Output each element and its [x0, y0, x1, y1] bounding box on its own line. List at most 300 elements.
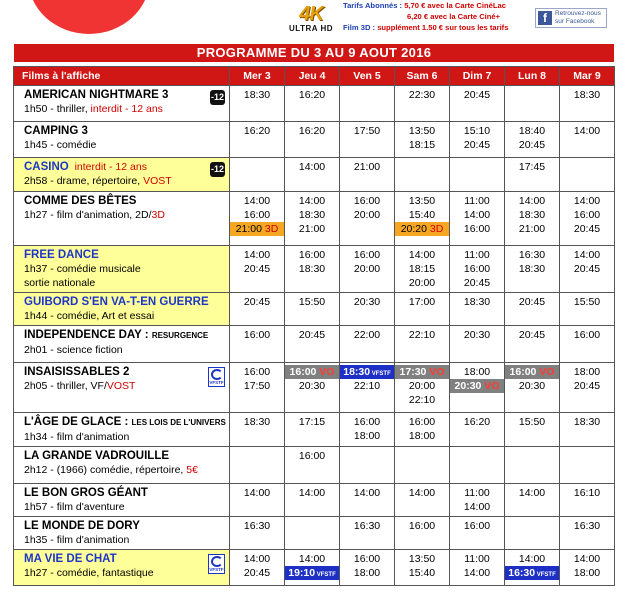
showtime[interactable]: [450, 88, 504, 102]
showtime[interactable]: [505, 295, 559, 309]
showtime[interactable]: [395, 393, 449, 407]
showtime-cell: [560, 447, 615, 484]
showtime-time: 14:00: [243, 553, 271, 565]
showtime[interactable]: [450, 194, 504, 208]
showtime-cell: [505, 550, 560, 586]
showtime-time: 16:00: [243, 366, 271, 378]
film-title-text: L'ÂGE DE GLACE :: [24, 416, 132, 428]
showtime[interactable]: [230, 328, 284, 342]
showtime-time: 20:30: [353, 296, 381, 308]
showtime-cell: [340, 326, 395, 363]
showtime[interactable]: [560, 124, 614, 138]
showtime-time: 20:30: [298, 380, 326, 392]
showtime[interactable]: [230, 519, 284, 533]
showtime[interactable]: [340, 194, 394, 208]
film-cell[interactable]: [14, 484, 230, 517]
programme-banner: PROGRAMME DU 3 AU 9 AOUT 2016: [14, 44, 614, 62]
film-info: [24, 463, 226, 477]
showtime-cell: [285, 447, 340, 484]
showtime-time: 17:30: [399, 366, 427, 378]
film-info: [24, 138, 226, 152]
showtime-time: 14:00: [243, 195, 271, 207]
showtime-time: 15:40: [408, 209, 436, 221]
table-row: [14, 86, 615, 122]
showtime-cell: [230, 550, 285, 586]
showtime-cell: [285, 550, 340, 586]
film-info-text: 2h01 - science fiction: [24, 344, 123, 356]
showtime[interactable]: [395, 519, 449, 533]
showtime-time: 14:00: [573, 249, 601, 261]
film-cell[interactable]: [14, 86, 230, 122]
showtime[interactable]: [450, 486, 504, 500]
film-title-text: CAMPING 3: [24, 125, 88, 137]
showtime[interactable]: [560, 328, 614, 342]
showtime[interactable]: [560, 519, 614, 533]
showtime[interactable]: [340, 328, 394, 342]
showtime[interactable]: [450, 328, 504, 342]
showtime-cell: [560, 484, 615, 517]
showtime-time: 22:00: [353, 329, 381, 341]
showtime[interactable]: [450, 500, 504, 514]
showtime-time: 16:00: [408, 416, 436, 428]
showtime-cell: [285, 158, 340, 192]
showtime-time: 18:00: [408, 430, 436, 442]
badge-label: VFSTF: [209, 380, 224, 385]
showtime[interactable]: [560, 365, 614, 379]
showtime[interactable]: [230, 124, 284, 138]
showtime[interactable]: [560, 88, 614, 102]
showtime-time: 13:50: [408, 195, 436, 207]
film-info: [24, 566, 226, 580]
showtime-time: 18:15: [408, 263, 436, 275]
showtime[interactable]: [340, 365, 394, 379]
showtime-time: 20:45: [243, 296, 271, 308]
showtime[interactable]: [285, 328, 339, 342]
showtime-cell: [340, 293, 395, 326]
table-row: [14, 293, 615, 326]
showtime[interactable]: [340, 160, 394, 174]
film-info-text: 1h57 - film d'aventure: [24, 501, 125, 513]
showtime[interactable]: [395, 262, 449, 276]
showtime[interactable]: [395, 124, 449, 138]
showtime-time: 20:00: [408, 380, 436, 392]
age-12-badge-icon: -12: [210, 90, 225, 105]
age-warning: interdit - 12 ans: [90, 103, 163, 115]
table-header-row: [14, 67, 615, 86]
showtime[interactable]: [395, 276, 449, 290]
showtime-time: 16:00: [298, 249, 326, 261]
film-title-text: COMME DES BÊTES: [24, 195, 137, 207]
showtime[interactable]: [505, 566, 559, 580]
showtime[interactable]: [285, 365, 339, 379]
showtime[interactable]: [285, 194, 339, 208]
showtime[interactable]: [395, 365, 449, 379]
showtime[interactable]: [450, 379, 504, 393]
showtime[interactable]: [230, 194, 284, 208]
showtime[interactable]: [395, 248, 449, 262]
showtime-cell: [285, 192, 340, 246]
facebook-icon: f: [538, 11, 552, 25]
schedule-table: [13, 66, 615, 586]
showtime[interactable]: [230, 295, 284, 309]
showtime-time: 14:00: [518, 487, 546, 499]
showtime-cell: [395, 363, 450, 413]
film-cell[interactable]: [14, 447, 230, 484]
showtime[interactable]: [230, 208, 284, 222]
showtime[interactable]: [450, 365, 504, 379]
showtime[interactable]: [395, 429, 449, 443]
showtime[interactable]: [450, 208, 504, 222]
badge-label: VFSTF: [209, 567, 224, 572]
showtime-cell: [450, 363, 505, 413]
film-title: [24, 328, 226, 343]
showtime[interactable]: [340, 429, 394, 443]
showtime-cell: [230, 484, 285, 517]
showtime[interactable]: [285, 222, 339, 236]
showtime-cell: [505, 517, 560, 550]
showtime[interactable]: [230, 222, 284, 236]
showtime[interactable]: [450, 552, 504, 566]
showtime[interactable]: [395, 194, 449, 208]
film-info-highlight: VOST: [106, 380, 136, 392]
tarif-line2: 6,20 € avec la Carte Ciné+: [407, 12, 501, 21]
showtime-cell: [505, 484, 560, 517]
showtime-time: 15:40: [408, 567, 436, 579]
table-row: [14, 246, 615, 293]
showtime[interactable]: [395, 88, 449, 102]
showtime[interactable]: [505, 486, 559, 500]
showtime[interactable]: [505, 365, 559, 379]
showtime-time: 22:30: [408, 89, 436, 101]
showtime[interactable]: [230, 248, 284, 262]
showtime[interactable]: [560, 208, 614, 222]
showtime-time: 18:15: [408, 139, 436, 151]
showtime[interactable]: [450, 138, 504, 152]
showtime[interactable]: [230, 415, 284, 429]
showtime-time: 16:00: [463, 223, 491, 235]
day-header: Lun 8: [505, 67, 560, 86]
showtime-time: 20:00: [408, 277, 436, 289]
showtime-time: 18:30: [573, 89, 601, 101]
showtime[interactable]: [505, 415, 559, 429]
showtime-cell: [285, 86, 340, 122]
showtime[interactable]: [395, 222, 449, 236]
showtime-3d-tag: 3D: [426, 223, 444, 235]
showtime[interactable]: [450, 295, 504, 309]
showtime[interactable]: [450, 415, 504, 429]
table-row: [14, 484, 615, 517]
showtime[interactable]: [450, 222, 504, 236]
showtime-time: 17:45: [518, 161, 546, 173]
showtime[interactable]: [560, 566, 614, 580]
showtime[interactable]: [340, 295, 394, 309]
showtime[interactable]: [505, 160, 559, 174]
showtime[interactable]: [285, 449, 339, 463]
showtime[interactable]: [340, 415, 394, 429]
subtitles-hearing-badge-icon: [208, 554, 225, 574]
showtime-cell: [285, 484, 340, 517]
showtime[interactable]: [560, 222, 614, 236]
showtime[interactable]: [450, 124, 504, 138]
showtime[interactable]: [340, 552, 394, 566]
film-cell[interactable]: [14, 122, 230, 158]
showtime[interactable]: [505, 248, 559, 262]
showtime[interactable]: [505, 194, 559, 208]
showtime[interactable]: [560, 415, 614, 429]
showtime-time: 18:30: [518, 209, 546, 221]
showtime[interactable]: [395, 566, 449, 580]
showtime[interactable]: [560, 379, 614, 393]
film-cell[interactable]: [14, 246, 230, 293]
film-cell[interactable]: [14, 413, 230, 447]
table-row: [14, 517, 615, 550]
showtime[interactable]: [505, 552, 559, 566]
red-circle-logo: [28, 0, 150, 34]
showtime[interactable]: [560, 552, 614, 566]
showtime-time: 21:00: [353, 161, 381, 173]
showtime[interactable]: [340, 566, 394, 580]
showtime[interactable]: [395, 328, 449, 342]
showtime[interactable]: [230, 262, 284, 276]
showtime[interactable]: [285, 552, 339, 566]
showtime-cell: [230, 326, 285, 363]
film-title-subtitle: LES LOIS DE L'UNIVERS: [131, 418, 226, 427]
film-cell[interactable]: [14, 550, 230, 586]
showtime[interactable]: [230, 486, 284, 500]
film-cell[interactable]: [14, 517, 230, 550]
showtime-time: 11:00: [464, 487, 490, 499]
showtime[interactable]: [285, 295, 339, 309]
showtime-cell: [285, 246, 340, 293]
showtime-time: 14:00: [408, 487, 436, 499]
showtime-time: 16:00: [463, 263, 491, 275]
showtime-cell: [450, 517, 505, 550]
showtime-cell: [340, 413, 395, 447]
showtime[interactable]: [285, 160, 339, 174]
age-warning: interdit - 12 ans: [68, 161, 147, 173]
showtime[interactable]: [395, 415, 449, 429]
showtime-cell: [450, 484, 505, 517]
showtime-time: 16:00: [353, 249, 381, 261]
showtime[interactable]: [285, 415, 339, 429]
films-column-header: Films à l'affiche: [14, 67, 230, 86]
day-header: Jeu 4: [285, 67, 340, 86]
showtime-time: 13:50: [408, 125, 436, 137]
showtime[interactable]: [285, 88, 339, 102]
showtime-time: 18:30: [298, 263, 326, 275]
showtime[interactable]: [285, 379, 339, 393]
film-info: [24, 500, 226, 514]
showtime-time: 14:00: [298, 195, 326, 207]
showtime[interactable]: [285, 248, 339, 262]
showtime[interactable]: [340, 124, 394, 138]
showtime-time: 15:10: [463, 125, 491, 137]
showtime-time: 16:00: [353, 416, 381, 428]
film-info: [24, 174, 226, 188]
table-row: [14, 122, 615, 158]
showtime-cell: [340, 484, 395, 517]
showtime-cell: [395, 550, 450, 586]
film-cell[interactable]: [14, 158, 230, 192]
showtime-time: 14:00: [573, 553, 601, 565]
showtime-time: 16:00: [298, 450, 326, 462]
showtime-cell: [340, 517, 395, 550]
film-info-text: 1h44 - comédie, Art et essai: [24, 310, 155, 322]
film-title: [24, 248, 226, 262]
showtime-time: 20:45: [463, 139, 491, 151]
showtime-time: 16:00: [289, 366, 317, 378]
showtime-time: 14:00: [243, 249, 271, 261]
film-cell[interactable]: [14, 326, 230, 363]
showtime[interactable]: [230, 552, 284, 566]
showtime-cell: [230, 86, 285, 122]
film-title-text: MA VIE DE CHAT: [24, 553, 117, 565]
facebook-link[interactable]: [535, 8, 607, 28]
showtime-cell: [395, 122, 450, 158]
showtime[interactable]: [285, 566, 339, 580]
showtime[interactable]: [230, 365, 284, 379]
showtime-cell: [340, 122, 395, 158]
film-title-text: LE BON GROS GÉANT: [24, 487, 148, 499]
showtime-cell: [285, 363, 340, 413]
showtime-time: 20:45: [243, 263, 271, 275]
showtime[interactable]: [560, 486, 614, 500]
film-title-subtitle: RESURGENCE: [151, 331, 209, 340]
showtime-cell: [230, 293, 285, 326]
showtime[interactable]: [395, 552, 449, 566]
showtime-3d-tag: 3D: [261, 223, 279, 235]
showtime-cell: [450, 122, 505, 158]
showtime[interactable]: [230, 566, 284, 580]
showtime-cell: [505, 246, 560, 293]
showtime-cell: [450, 550, 505, 586]
showtime[interactable]: [230, 88, 284, 102]
showtime[interactable]: [450, 262, 504, 276]
showtime-time: 20:00: [353, 209, 381, 221]
film-info-text: 2h05 - thriller, VF/: [24, 380, 107, 392]
showtime[interactable]: [395, 295, 449, 309]
showtime-time: 17:50: [243, 380, 271, 392]
showtime[interactable]: [450, 566, 504, 580]
showtime[interactable]: [505, 124, 559, 138]
film-title: [24, 486, 226, 500]
showtime-time: 20:45: [573, 263, 601, 275]
showtime[interactable]: [340, 519, 394, 533]
showtime[interactable]: [560, 194, 614, 208]
showtime-time: 14:00: [518, 553, 546, 565]
film-cell[interactable]: [14, 293, 230, 326]
showtime[interactable]: [450, 519, 504, 533]
showtime-cell: [560, 293, 615, 326]
showtime-time: 16:20: [298, 125, 326, 137]
showtime-time: 11:00: [464, 195, 490, 207]
showtime[interactable]: [505, 208, 559, 222]
facebook-text-1: Retrouvez-nous: [555, 10, 601, 17]
showtime-cell: [560, 326, 615, 363]
showtime-time: 16:00: [243, 209, 271, 221]
showtime-time: 15:50: [573, 296, 601, 308]
showtime-time: 14:00: [243, 487, 271, 499]
showtime-cell: [505, 413, 560, 447]
showtime-cell: [395, 326, 450, 363]
showtime-cell: [340, 192, 395, 246]
film-info: [24, 262, 226, 276]
showtime-time: 14:00: [463, 501, 491, 513]
showtime-time: 17:15: [298, 416, 326, 428]
showtime[interactable]: [505, 379, 559, 393]
showtime[interactable]: [340, 379, 394, 393]
showtime-time: 16:20: [463, 416, 491, 428]
showtime[interactable]: [560, 248, 614, 262]
showtime-time: 16:00: [573, 209, 601, 221]
showtime[interactable]: [450, 248, 504, 262]
showtime[interactable]: [560, 262, 614, 276]
film-title: [24, 519, 226, 533]
showtime-vo-tag: VO: [426, 366, 445, 378]
showtime-time: 18:30: [243, 89, 271, 101]
showtime[interactable]: [505, 328, 559, 342]
showtime[interactable]: [340, 208, 394, 222]
showtime[interactable]: [395, 138, 449, 152]
showtime-time: 18:00: [573, 567, 601, 579]
showtime-time: 22:10: [408, 329, 436, 341]
showtime-time: 13:50: [408, 553, 436, 565]
showtime[interactable]: [285, 208, 339, 222]
showtime-time: 14:00: [298, 161, 326, 173]
showtime[interactable]: [285, 486, 339, 500]
showtime[interactable]: [340, 486, 394, 500]
showtime-cell: [560, 413, 615, 447]
showtime[interactable]: [505, 262, 559, 276]
showtime-time: 18:00: [573, 366, 601, 378]
showtime[interactable]: [560, 295, 614, 309]
showtime-time: 20:30: [454, 380, 482, 392]
showtime[interactable]: [230, 379, 284, 393]
showtime-time: 21:00: [235, 223, 262, 235]
showtime[interactable]: [340, 262, 394, 276]
film-cell[interactable]: [14, 363, 230, 413]
showtime[interactable]: [505, 138, 559, 152]
showtime[interactable]: [395, 486, 449, 500]
showtime-time: 16:00: [243, 329, 271, 341]
film-title-text: LE MONDE DE DORY: [24, 520, 140, 532]
showtime-time: 18:30: [463, 296, 491, 308]
showtime-cell: [450, 413, 505, 447]
showtime-time: 20:45: [518, 296, 546, 308]
showtime[interactable]: [450, 276, 504, 290]
showtime-cell: [340, 86, 395, 122]
film-cell[interactable]: [14, 192, 230, 246]
tarif-line1-label: Tarifs Abonnés :: [343, 1, 405, 10]
showtime[interactable]: [285, 262, 339, 276]
showtime[interactable]: [340, 248, 394, 262]
showtime-cell: [560, 192, 615, 246]
film-title: [24, 449, 226, 463]
showtime[interactable]: [395, 379, 449, 393]
showtime-cell: [340, 550, 395, 586]
showtime-time: 20:30: [518, 380, 546, 392]
showtime[interactable]: [395, 208, 449, 222]
film-title: [24, 194, 226, 208]
film-title: [24, 365, 226, 379]
showtime-time: 19:10: [288, 567, 316, 579]
tarif-line3-label: Film 3D :: [343, 23, 378, 32]
showtime-cell: [450, 158, 505, 192]
showtime[interactable]: [285, 124, 339, 138]
showtime-cell: [560, 158, 615, 192]
showtime-vo-tag: VO: [316, 366, 335, 378]
showtime[interactable]: [505, 222, 559, 236]
